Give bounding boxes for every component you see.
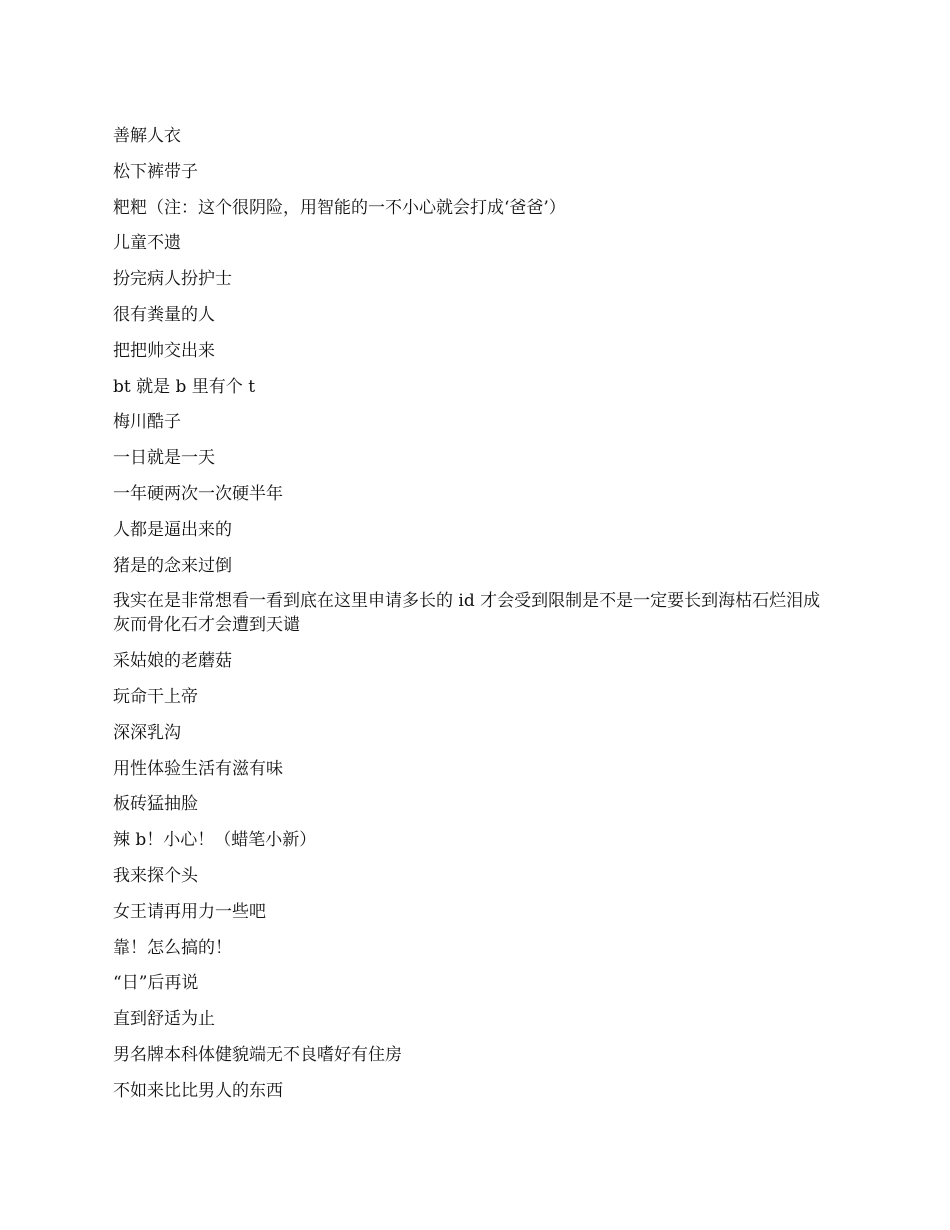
text-line: 靠！怎么搞的！: [113, 937, 232, 958]
text-line: 我来探个头: [113, 865, 198, 886]
text-line: 采姑娘的老蘑菇: [113, 651, 232, 672]
text-line: 梅川酷子: [113, 412, 181, 433]
text-line: 粑粑（注：这个很阴险，用智能的一不小心就会打成‘爸爸’）: [113, 197, 566, 218]
document-body: [113, 124, 833, 1115]
text-line: 男名牌本科体健貌端无不良嗜好有住房: [113, 1044, 402, 1065]
text-line: 善解人衣: [113, 126, 181, 146]
text-line: 一年硬两次一次硬半年: [113, 483, 283, 504]
text-line: 用性体验生活有滋有味: [113, 758, 283, 779]
text-line: 深深乳沟: [113, 722, 181, 743]
text-line: 把把帅交出来: [113, 340, 215, 361]
text-line: 很有粪量的人: [113, 304, 215, 325]
text-line: 辣 b！小心！（蜡笔小新）: [113, 830, 317, 851]
text-line: 我实在是非常想看一看到底在这里申请多长的 id 才会受到限制是不是一定要长到海枯石烂泪成灰而骨化石才会遭到天谴: [113, 591, 821, 636]
text-line: 女王请再用力一些吧: [113, 901, 266, 922]
text-line: “日”后再说: [113, 973, 199, 994]
text-line: 人都是逼出来的: [113, 519, 232, 540]
text-line: 儿童不遗: [113, 233, 181, 254]
text-line: 玩命干上帝: [113, 686, 198, 707]
text-line: 扮完病人扮护士: [113, 269, 232, 290]
text-line: 一日就是一天: [113, 448, 215, 469]
text-line: 不如来比比男人的东西: [113, 1080, 283, 1101]
text-line: 猪是的念来过倒: [113, 555, 232, 576]
text-line: bt 就是 b 里有个 t: [113, 376, 256, 397]
text-line: 松下裤带子: [113, 161, 198, 182]
text-line: 直到舒适为止: [113, 1009, 215, 1030]
text-line: 板砖猛抽脸: [113, 794, 198, 815]
